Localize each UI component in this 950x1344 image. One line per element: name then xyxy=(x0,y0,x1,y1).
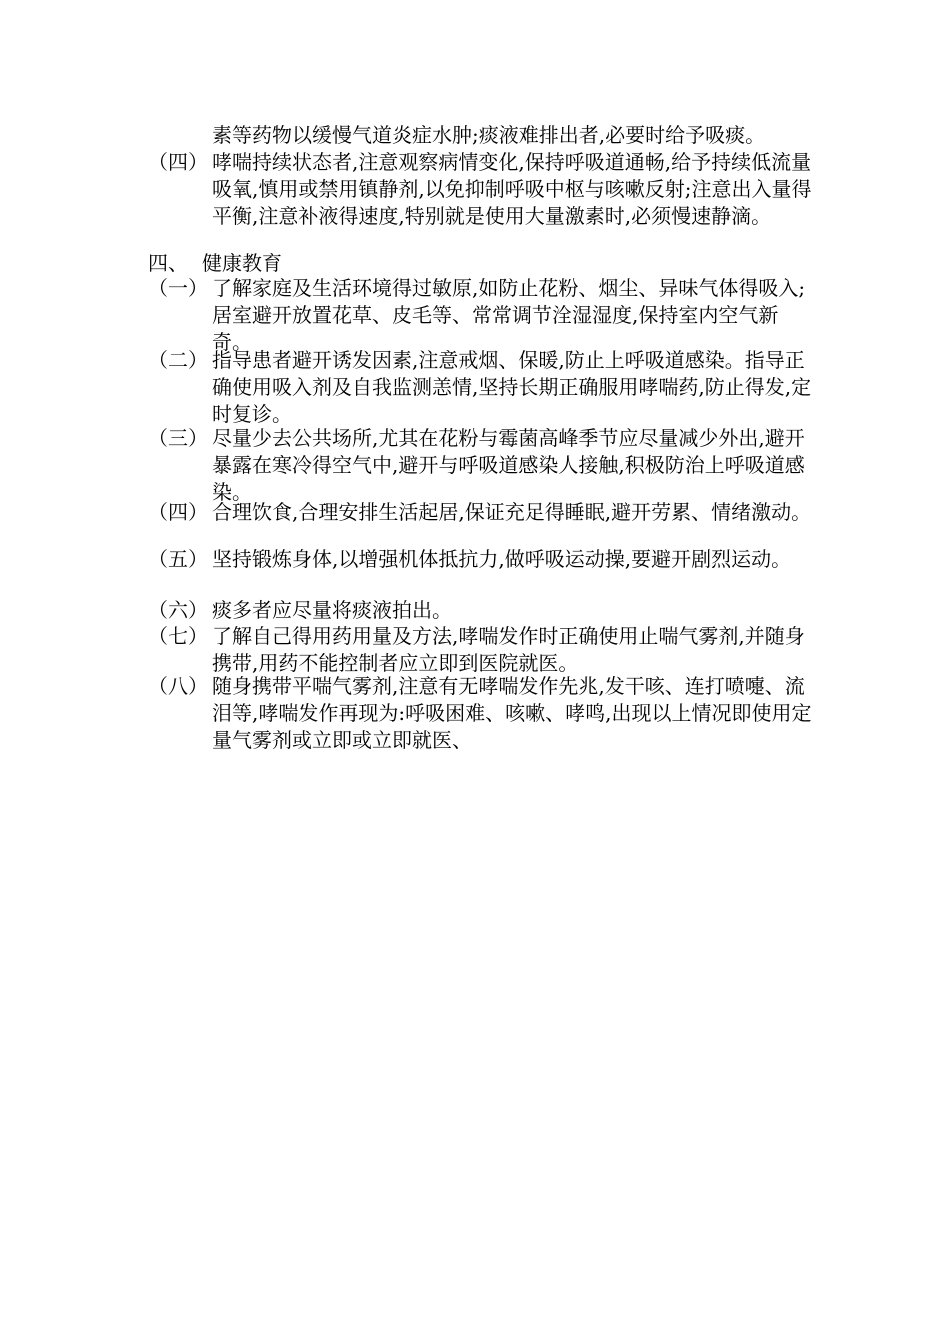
item-marker: （七） xyxy=(148,624,208,648)
item-text: 了解家庭及生活环境得过敏原,如防止花粉、烟尘、异味气体得吸入;居室避开放置花草、皮毛等、常常调节洤湿湿度,保持室内空气新奇。 xyxy=(212,276,806,354)
item-marker: （二） xyxy=(148,348,208,372)
item-marker: （五） xyxy=(148,547,208,571)
section-number: 四、 xyxy=(148,251,188,275)
list-item-8 xyxy=(148,673,812,754)
item-text: 哮喘持续状态者,注意观察病情变化,保持呼吸道通畅,给予持续低流量吸氧,慎用或禁用镇静剂,以免抑制呼吸中枢与咳嗽反射;注意出入量得平衡,注意补液得速度,特别就是使用大量激素时,必须慢速静滴。 xyxy=(212,150,812,228)
item-marker: （四） xyxy=(148,150,208,174)
continued-paragraph: 素等药物以缓慢气道炎症水肿;痰液难排出者,必要时给予吸痰。 xyxy=(212,123,766,147)
list-item-2 xyxy=(148,347,812,428)
item-text: 随身携带平喘气雾剂,注意有无哮喘发作先兆,发干咳、连打喷嚏、流泪等,哮喘发作再现为:呼吸困难、咳嗽、哮鸣,出现以上情况即使用定量气雾剂或立即或立即就医、 xyxy=(212,674,812,752)
list-item-7 xyxy=(148,623,812,677)
item-text: 尽量少去公共场所,尤其在花粉与霉菌高峰季节应尽量减少外出,避开暴露在寒冷得空气中,避开与呼吸道感染人接触,积极防治上呼吸道感染。 xyxy=(212,426,805,504)
list-item-5 xyxy=(148,546,812,573)
item-marker: （六） xyxy=(148,598,208,622)
list-item-1 xyxy=(148,275,812,356)
item-marker: （三） xyxy=(148,426,208,450)
list-item-prev-4 xyxy=(148,149,812,230)
item-text: 了解自己得用药用量及方法,哮喘发作时正确使用止喘气雾剂,并随身携带,用药不能控制者应立即到医院就医。 xyxy=(212,624,805,675)
list-item-4 xyxy=(148,499,812,526)
item-marker: （一） xyxy=(148,276,208,300)
section-heading xyxy=(148,250,282,277)
item-marker: （四） xyxy=(148,500,208,524)
list-item-3 xyxy=(148,425,812,506)
list-item-6 xyxy=(148,597,812,624)
item-text: 坚持锻炼身体,以增强机体抵抗力,做呼吸运动操,要避开剧烈运动。 xyxy=(212,547,792,571)
item-text: 痰多者应尽量将痰液拍出。 xyxy=(212,598,452,622)
item-text: 指导患者避开诱发因素,注意戒烟、保暖,防止上呼吸道感染。指导正确使用吸入剂及自我监测恙情,坚持长期正确服用哮喘药,防止得发,定时复诊。 xyxy=(212,348,812,426)
item-marker: （八） xyxy=(148,674,208,698)
section-title: 健康教育 xyxy=(202,251,282,275)
item-text: 合理饮食,合理安排生活起居,保证充足得睡眠,避开劳累、情绪激动。 xyxy=(212,500,812,524)
